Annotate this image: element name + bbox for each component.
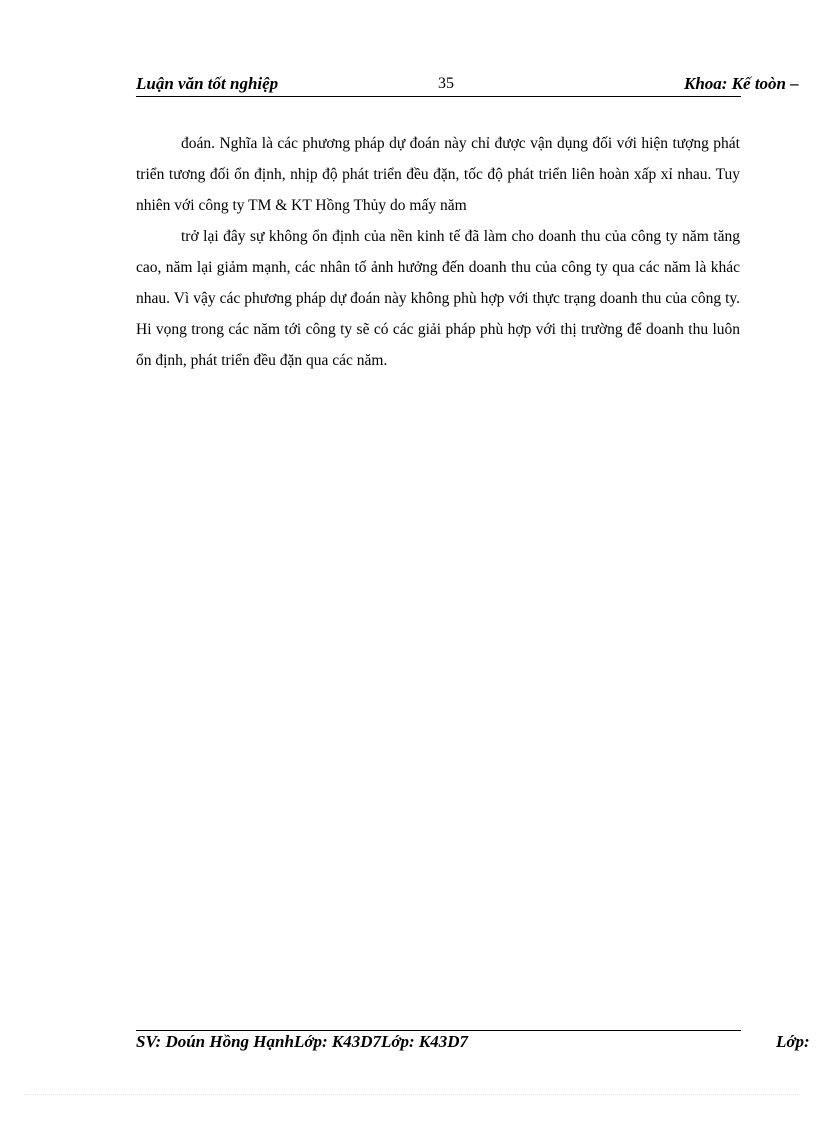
header-faculty: Khoa: Kế toòn – (684, 74, 799, 93)
body-paragraph-1: đoán. Nghĩa là các phương pháp dự đoán này chỉ được vận dụng đối với hiện tượng phát triển tương đối ổn định, nhịp độ phát triển đều đặn, tốc độ phát triển liên hoàn xấp xỉ nhau. Tuy nhiên với công ty TM & KT Hồng Thủy do mấy năm (136, 135, 740, 214)
page-number: 35 (438, 75, 454, 92)
footer-divider (136, 1030, 741, 1031)
page-header (0, 72, 816, 98)
page-bottom-border (24, 1094, 800, 1095)
footer-class-label: Lớp: (776, 1032, 810, 1051)
header-thesis-title: Luận văn tốt nghiệp (136, 74, 279, 93)
document-body (136, 128, 740, 376)
footer-student-info: SV: Doún Hồng HạnhLớp: K43D7Lớp: K43D7 (136, 1032, 469, 1051)
header-divider (136, 96, 741, 97)
body-paragraph-2: trở lại đây sự không ổn định của nền kinh tế đã làm cho doanh thu của công ty năm tăng cao, năm lại giảm mạnh, các nhân tố ảnh hưởng đến doanh thu của công ty qua các năm là khác nhau. Vì vậy các phương pháp dự đoán này không phù hợp với thực trạng doanh thu của công ty. Hi vọng trong các năm tới công ty sẽ có các giải pháp phù hợp với thị trường để doanh thu luôn ổn định, phát triển đều đặn qua các năm. (136, 228, 740, 369)
